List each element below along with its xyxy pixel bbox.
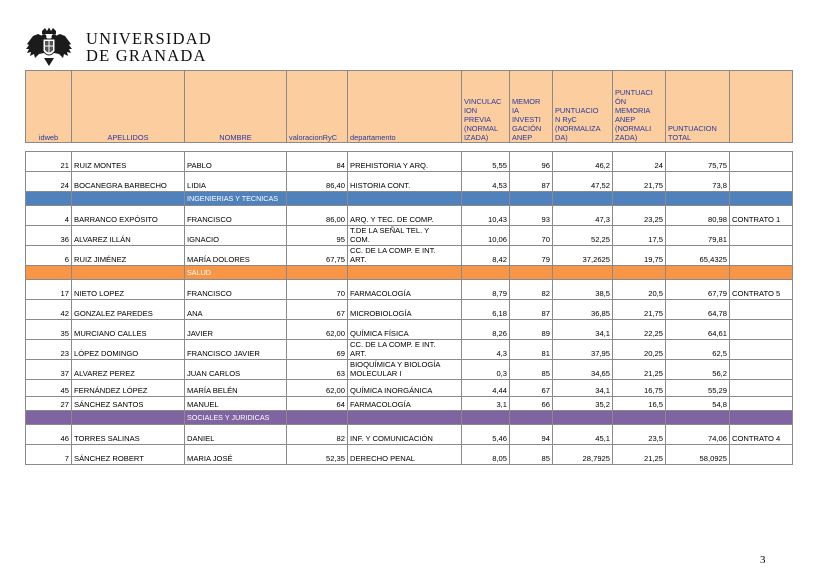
section-header-cell bbox=[613, 411, 666, 425]
idweb-cell: 17 bbox=[26, 280, 72, 300]
nombre-cell: MANUEL bbox=[185, 397, 287, 411]
column-header-line: PUNTUACI bbox=[615, 88, 653, 97]
vinculacion-cell: 4,3 bbox=[462, 340, 510, 360]
puntuacion-memoria-cell: 16,5 bbox=[613, 397, 666, 411]
departamento-line: T.DE LA SEÑAL TEL. Y bbox=[350, 226, 430, 235]
departamento-line: QUÍMICA INORGÁNICA bbox=[350, 386, 433, 395]
section-header-cell bbox=[26, 192, 72, 206]
departamento-cell bbox=[348, 445, 462, 465]
contrato-cell bbox=[730, 152, 793, 172]
candidate-scores-table bbox=[25, 70, 793, 465]
column-header-line: (NORMALI bbox=[615, 124, 652, 133]
spacer-row bbox=[26, 143, 793, 152]
spacer-cell bbox=[730, 143, 793, 152]
section-header-cell bbox=[287, 266, 348, 280]
column-header-line: IZADA) bbox=[464, 133, 489, 142]
puntuacion-memoria-cell: 19,75 bbox=[613, 246, 666, 266]
section-header-row bbox=[26, 266, 793, 280]
column-header-line: PUNTUACIO bbox=[555, 106, 599, 115]
vinculacion-cell: 6,18 bbox=[462, 300, 510, 320]
total-cell: 58,0925 bbox=[666, 445, 730, 465]
spacer-cell bbox=[510, 143, 553, 152]
idweb-cell: 7 bbox=[26, 445, 72, 465]
apellidos-cell: GONZALEZ PAREDES bbox=[72, 300, 185, 320]
section-header-cell bbox=[348, 266, 462, 280]
apellidos-cell: FERNÁNDEZ LÓPEZ bbox=[72, 380, 185, 397]
spacer-cell bbox=[553, 143, 613, 152]
contrato-cell: CONTRATO 5 bbox=[730, 280, 793, 300]
valoracion-cell: 70 bbox=[287, 280, 348, 300]
valoracion-cell: 52,35 bbox=[287, 445, 348, 465]
departamento-line: HISTORIA CONT. bbox=[350, 181, 411, 190]
memoria-cell: 96 bbox=[510, 152, 553, 172]
departamento-line: COM. bbox=[350, 235, 370, 244]
apellidos-cell: BOCANEGRA BARBECHO bbox=[72, 172, 185, 192]
valoracion-cell: 62,00 bbox=[287, 320, 348, 340]
puntuacion-ryc-cell: 37,2625 bbox=[553, 246, 613, 266]
column-header-line: MEMORIA bbox=[615, 106, 651, 115]
university-crest-logo bbox=[24, 27, 74, 67]
column-header-line: idweb bbox=[38, 133, 59, 142]
puntuacion-ryc-cell: 28,7925 bbox=[553, 445, 613, 465]
memoria-cell: 67 bbox=[510, 380, 553, 397]
puntuacion-ryc-cell: 52,25 bbox=[553, 226, 613, 246]
section-header-cell bbox=[613, 192, 666, 206]
puntuacion-ryc-cell: 34,1 bbox=[553, 380, 613, 397]
valoracion-cell: 86,40 bbox=[287, 172, 348, 192]
section-header-row bbox=[26, 411, 793, 425]
puntuacion-ryc-cell: 34,65 bbox=[553, 360, 613, 380]
apellidos-cell: MURCIANO CALLES bbox=[72, 320, 185, 340]
nombre-cell: JAVIER bbox=[185, 320, 287, 340]
valoracion-cell: 84 bbox=[287, 152, 348, 172]
vinculacion-cell: 10,43 bbox=[462, 206, 510, 226]
vinculacion-cell: 8,26 bbox=[462, 320, 510, 340]
total-cell: 64,78 bbox=[666, 300, 730, 320]
table-row bbox=[26, 445, 793, 465]
column-header bbox=[26, 71, 72, 143]
departamento-line: INF. Y COMUNICACIÓN bbox=[350, 434, 433, 443]
column-header-line: GACIÓN bbox=[512, 124, 542, 133]
puntuacion-ryc-cell: 35,2 bbox=[553, 397, 613, 411]
column-header-line: PREVIA bbox=[464, 115, 492, 124]
memoria-cell: 85 bbox=[510, 445, 553, 465]
memoria-cell: 70 bbox=[510, 226, 553, 246]
section-header-cell bbox=[26, 411, 72, 425]
section-header-cell bbox=[462, 192, 510, 206]
puntuacion-memoria-cell: 21,25 bbox=[613, 360, 666, 380]
idweb-cell: 37 bbox=[26, 360, 72, 380]
departamento-line: FARMACOLOGÍA bbox=[350, 289, 411, 298]
apellidos-cell: RUIZ MONTES bbox=[72, 152, 185, 172]
column-header-line: IA bbox=[512, 106, 519, 115]
column-header-line: MEMOR bbox=[512, 97, 541, 106]
section-header-cell bbox=[666, 192, 730, 206]
section-header-cell bbox=[72, 266, 185, 280]
section-header-cell bbox=[287, 192, 348, 206]
memoria-cell: 79 bbox=[510, 246, 553, 266]
page-number: 3 bbox=[760, 554, 766, 566]
nombre-cell: DANIEL bbox=[185, 425, 287, 445]
contrato-cell bbox=[730, 360, 793, 380]
puntuacion-ryc-cell: 37,95 bbox=[553, 340, 613, 360]
valoracion-cell: 86,00 bbox=[287, 206, 348, 226]
spacer-cell bbox=[26, 143, 72, 152]
nombre-cell: FRANCISCO bbox=[185, 280, 287, 300]
section-header-cell bbox=[730, 411, 793, 425]
vinculacion-cell: 3,1 bbox=[462, 397, 510, 411]
puntuacion-memoria-cell: 23,5 bbox=[613, 425, 666, 445]
apellidos-cell: RUIZ JIMÉNEZ bbox=[72, 246, 185, 266]
vinculacion-cell: 0,3 bbox=[462, 360, 510, 380]
spacer-cell bbox=[666, 143, 730, 152]
puntuacion-memoria-cell: 22,25 bbox=[613, 320, 666, 340]
departamento-line: ART. bbox=[350, 255, 367, 264]
total-cell: 74,06 bbox=[666, 425, 730, 445]
section-header-cell bbox=[510, 411, 553, 425]
departamento-cell bbox=[348, 380, 462, 397]
nombre-cell: FRANCISCO bbox=[185, 206, 287, 226]
nombre-cell: JUAN CARLOS bbox=[185, 360, 287, 380]
table-body bbox=[26, 143, 793, 465]
apellidos-cell: SÁNCHEZ SANTOS bbox=[72, 397, 185, 411]
vinculacion-cell: 8,05 bbox=[462, 445, 510, 465]
valoracion-cell: 63 bbox=[287, 360, 348, 380]
idweb-cell: 35 bbox=[26, 320, 72, 340]
memoria-cell: 66 bbox=[510, 397, 553, 411]
spacer-cell bbox=[462, 143, 510, 152]
puntuacion-memoria-cell: 23,25 bbox=[613, 206, 666, 226]
column-header-line: DA) bbox=[555, 133, 568, 142]
column-header-line: ÓN bbox=[615, 97, 627, 106]
column-header-line: ANEP bbox=[512, 133, 533, 142]
column-header bbox=[462, 71, 510, 143]
spacer-cell bbox=[185, 143, 287, 152]
table-row bbox=[26, 152, 793, 172]
total-cell: 67,79 bbox=[666, 280, 730, 300]
memoria-cell: 85 bbox=[510, 360, 553, 380]
total-cell: 56,2 bbox=[666, 360, 730, 380]
idweb-cell: 4 bbox=[26, 206, 72, 226]
apellidos-cell: ALVAREZ ILLÁN bbox=[72, 226, 185, 246]
idweb-cell: 24 bbox=[26, 172, 72, 192]
section-label: SALUD bbox=[185, 266, 287, 280]
section-header-cell bbox=[72, 411, 185, 425]
idweb-cell: 21 bbox=[26, 152, 72, 172]
puntuacion-ryc-cell: 34,1 bbox=[553, 320, 613, 340]
spacer-cell bbox=[72, 143, 185, 152]
spacer-cell bbox=[613, 143, 666, 152]
contrato-cell bbox=[730, 300, 793, 320]
contrato-cell bbox=[730, 246, 793, 266]
puntuacion-memoria-cell: 16,75 bbox=[613, 380, 666, 397]
memoria-cell: 87 bbox=[510, 300, 553, 320]
puntuacion-ryc-cell: 38,5 bbox=[553, 280, 613, 300]
table-row bbox=[26, 206, 793, 226]
memoria-cell: 81 bbox=[510, 340, 553, 360]
university-name bbox=[86, 30, 212, 64]
section-header-cell bbox=[553, 266, 613, 280]
table-row bbox=[26, 172, 793, 192]
valoracion-cell: 67 bbox=[287, 300, 348, 320]
section-header-row bbox=[26, 192, 793, 206]
idweb-cell: 46 bbox=[26, 425, 72, 445]
contrato-cell bbox=[730, 445, 793, 465]
idweb-cell: 27 bbox=[26, 397, 72, 411]
total-cell: 54,8 bbox=[666, 397, 730, 411]
valoracion-cell: 67,75 bbox=[287, 246, 348, 266]
table-row bbox=[26, 246, 793, 266]
section-header-cell bbox=[730, 192, 793, 206]
table-header-row bbox=[26, 71, 793, 143]
contrato-cell: CONTRATO 4 bbox=[730, 425, 793, 445]
puntuacion-memoria-cell: 21,25 bbox=[613, 445, 666, 465]
contrato-cell bbox=[730, 380, 793, 397]
nombre-cell: MARIA JOSÉ bbox=[185, 445, 287, 465]
total-cell: 79,81 bbox=[666, 226, 730, 246]
valoracion-cell: 62,00 bbox=[287, 380, 348, 397]
apellidos-cell: BARRANCO EXPÓSITO bbox=[72, 206, 185, 226]
nombre-cell: ANA bbox=[185, 300, 287, 320]
memoria-cell: 89 bbox=[510, 320, 553, 340]
departamento-line: CC. DE LA COMP. E INT. bbox=[350, 246, 436, 255]
nombre-cell: IGNACIO bbox=[185, 226, 287, 246]
column-header-line: valoracionRyC bbox=[289, 133, 338, 142]
puntuacion-memoria-cell: 20,5 bbox=[613, 280, 666, 300]
contrato-cell bbox=[730, 397, 793, 411]
section-header-cell bbox=[72, 192, 185, 206]
column-header-line: VINCULAC bbox=[464, 97, 502, 106]
total-cell: 62,5 bbox=[666, 340, 730, 360]
valoracion-cell: 64 bbox=[287, 397, 348, 411]
column-header-line: ION bbox=[464, 106, 478, 115]
column-header-line: N RyC bbox=[555, 115, 577, 124]
column-header-line: PUNTUACION bbox=[668, 124, 717, 133]
section-header-cell bbox=[666, 411, 730, 425]
section-header-cell bbox=[553, 192, 613, 206]
vinculacion-cell: 8,79 bbox=[462, 280, 510, 300]
departamento-line: ART. bbox=[350, 349, 367, 358]
memoria-cell: 93 bbox=[510, 206, 553, 226]
nombre-cell: PABLO bbox=[185, 152, 287, 172]
section-header-cell bbox=[613, 266, 666, 280]
section-header-cell bbox=[26, 266, 72, 280]
puntuacion-memoria-cell: 21,75 bbox=[613, 172, 666, 192]
puntuacion-memoria-cell: 17,5 bbox=[613, 226, 666, 246]
valoracion-cell: 82 bbox=[287, 425, 348, 445]
section-label: SOCIALES Y JURIDICAS bbox=[185, 411, 287, 425]
section-header-cell bbox=[510, 266, 553, 280]
apellidos-cell: LÓPEZ DOMINGO bbox=[72, 340, 185, 360]
idweb-cell: 23 bbox=[26, 340, 72, 360]
section-header-cell bbox=[462, 411, 510, 425]
vinculacion-cell: 4,44 bbox=[462, 380, 510, 397]
column-header-line: APELLIDOS bbox=[107, 133, 149, 142]
column-header bbox=[185, 71, 287, 143]
valoracion-cell: 95 bbox=[287, 226, 348, 246]
idweb-cell: 42 bbox=[26, 300, 72, 320]
column-header bbox=[72, 71, 185, 143]
column-header-line: (NORMALIZA bbox=[555, 124, 601, 133]
departamento-line: MOLECULAR I bbox=[350, 369, 402, 378]
nombre-cell: FRANCISCO JAVIER bbox=[185, 340, 287, 360]
table-row bbox=[26, 280, 793, 300]
idweb-cell: 45 bbox=[26, 380, 72, 397]
total-cell: 64,61 bbox=[666, 320, 730, 340]
section-header-cell bbox=[462, 266, 510, 280]
memoria-cell: 94 bbox=[510, 425, 553, 445]
column-header bbox=[666, 71, 730, 143]
column-header bbox=[613, 71, 666, 143]
departamento-line: BIOQUÍMICA Y BIOLOGÍA bbox=[350, 360, 441, 369]
nombre-cell: MARÍA DOLORES bbox=[185, 246, 287, 266]
section-header-cell bbox=[287, 411, 348, 425]
departamento-cell bbox=[348, 172, 462, 192]
column-header-line: NOMBRE bbox=[219, 133, 252, 142]
departamento-line: PREHISTORIA Y ARQ. bbox=[350, 161, 429, 170]
column-header-line: (NORMAL bbox=[464, 124, 499, 133]
nombre-cell: LIDIA bbox=[185, 172, 287, 192]
column-header bbox=[553, 71, 613, 143]
column-header-line: departamento bbox=[350, 133, 396, 142]
table-row bbox=[26, 226, 793, 246]
departamento-cell bbox=[348, 360, 462, 380]
puntuacion-memoria-cell: 24 bbox=[613, 152, 666, 172]
apellidos-cell: TORRES SALINAS bbox=[72, 425, 185, 445]
total-cell: 55,29 bbox=[666, 380, 730, 397]
departamento-cell bbox=[348, 152, 462, 172]
section-header-cell bbox=[348, 192, 462, 206]
apellidos-cell: SÁNCHEZ ROBERT bbox=[72, 445, 185, 465]
column-header bbox=[510, 71, 553, 143]
table-row bbox=[26, 360, 793, 380]
departamento-line: FARMACOLOGÍA bbox=[350, 400, 411, 409]
column-header-line: TOTAL bbox=[668, 133, 692, 142]
contrato-cell bbox=[730, 340, 793, 360]
table-row bbox=[26, 320, 793, 340]
column-header-line: INVESTI bbox=[512, 115, 541, 124]
column-header bbox=[287, 71, 348, 143]
column-header-line: ANEP bbox=[615, 115, 636, 124]
column-header bbox=[730, 71, 793, 143]
departamento-cell bbox=[348, 320, 462, 340]
puntuacion-memoria-cell: 20,25 bbox=[613, 340, 666, 360]
puntuacion-ryc-cell: 47,3 bbox=[553, 206, 613, 226]
departamento-line: DERECHO PENAL bbox=[350, 454, 415, 463]
apellidos-cell: NIETO LOPEZ bbox=[72, 280, 185, 300]
memoria-cell: 87 bbox=[510, 172, 553, 192]
departamento-cell bbox=[348, 340, 462, 360]
table-row bbox=[26, 380, 793, 397]
departamento-cell bbox=[348, 226, 462, 246]
total-cell: 80,98 bbox=[666, 206, 730, 226]
column-header-line: ZADA) bbox=[615, 133, 638, 142]
puntuacion-ryc-cell: 45,1 bbox=[553, 425, 613, 445]
puntuacion-memoria-cell: 21,75 bbox=[613, 300, 666, 320]
departamento-cell bbox=[348, 280, 462, 300]
total-cell: 65,4325 bbox=[666, 246, 730, 266]
section-header-cell bbox=[730, 266, 793, 280]
valoracion-cell: 69 bbox=[287, 340, 348, 360]
puntuacion-ryc-cell: 46,2 bbox=[553, 152, 613, 172]
idweb-cell: 36 bbox=[26, 226, 72, 246]
column-header bbox=[348, 71, 462, 143]
contrato-cell bbox=[730, 320, 793, 340]
vinculacion-cell: 4,53 bbox=[462, 172, 510, 192]
vinculacion-cell: 5,46 bbox=[462, 425, 510, 445]
idweb-cell: 6 bbox=[26, 246, 72, 266]
vinculacion-cell: 5,55 bbox=[462, 152, 510, 172]
section-label: INGENIERIAS Y TECNICAS bbox=[185, 192, 287, 206]
apellidos-cell: ALVAREZ PEREZ bbox=[72, 360, 185, 380]
spacer-cell bbox=[287, 143, 348, 152]
vinculacion-cell: 8,42 bbox=[462, 246, 510, 266]
total-cell: 73,8 bbox=[666, 172, 730, 192]
table-row bbox=[26, 397, 793, 411]
departamento-line: MICROBIOLOGÍA bbox=[350, 309, 412, 318]
contrato-cell bbox=[730, 226, 793, 246]
departamento-line: QUÍMICA FÍSICA bbox=[350, 329, 409, 338]
contrato-cell bbox=[730, 172, 793, 192]
section-header-cell bbox=[666, 266, 730, 280]
puntuacion-ryc-cell: 47,52 bbox=[553, 172, 613, 192]
departamento-cell bbox=[348, 397, 462, 411]
section-header-cell bbox=[510, 192, 553, 206]
section-header-cell bbox=[348, 411, 462, 425]
section-header-cell bbox=[553, 411, 613, 425]
departamento-cell bbox=[348, 300, 462, 320]
total-cell: 75,75 bbox=[666, 152, 730, 172]
vinculacion-cell: 10,06 bbox=[462, 226, 510, 246]
departamento-line: ARQ. Y TEC. DE COMP. bbox=[350, 215, 434, 224]
departamento-cell bbox=[348, 425, 462, 445]
memoria-cell: 82 bbox=[510, 280, 553, 300]
table-row bbox=[26, 300, 793, 320]
departamento-cell bbox=[348, 206, 462, 226]
contrato-cell: CONTRATO 1 bbox=[730, 206, 793, 226]
nombre-cell: MARÍA BELÉN bbox=[185, 380, 287, 397]
puntuacion-ryc-cell: 36,85 bbox=[553, 300, 613, 320]
university-name-line1: UNIVERSIDAD bbox=[86, 29, 212, 48]
university-name-line2: DE GRANADA bbox=[86, 46, 207, 65]
table-row bbox=[26, 340, 793, 360]
spacer-cell bbox=[348, 143, 462, 152]
departamento-line: CC. DE LA COMP. E INT. bbox=[350, 340, 436, 349]
departamento-cell bbox=[348, 246, 462, 266]
table-row bbox=[26, 425, 793, 445]
